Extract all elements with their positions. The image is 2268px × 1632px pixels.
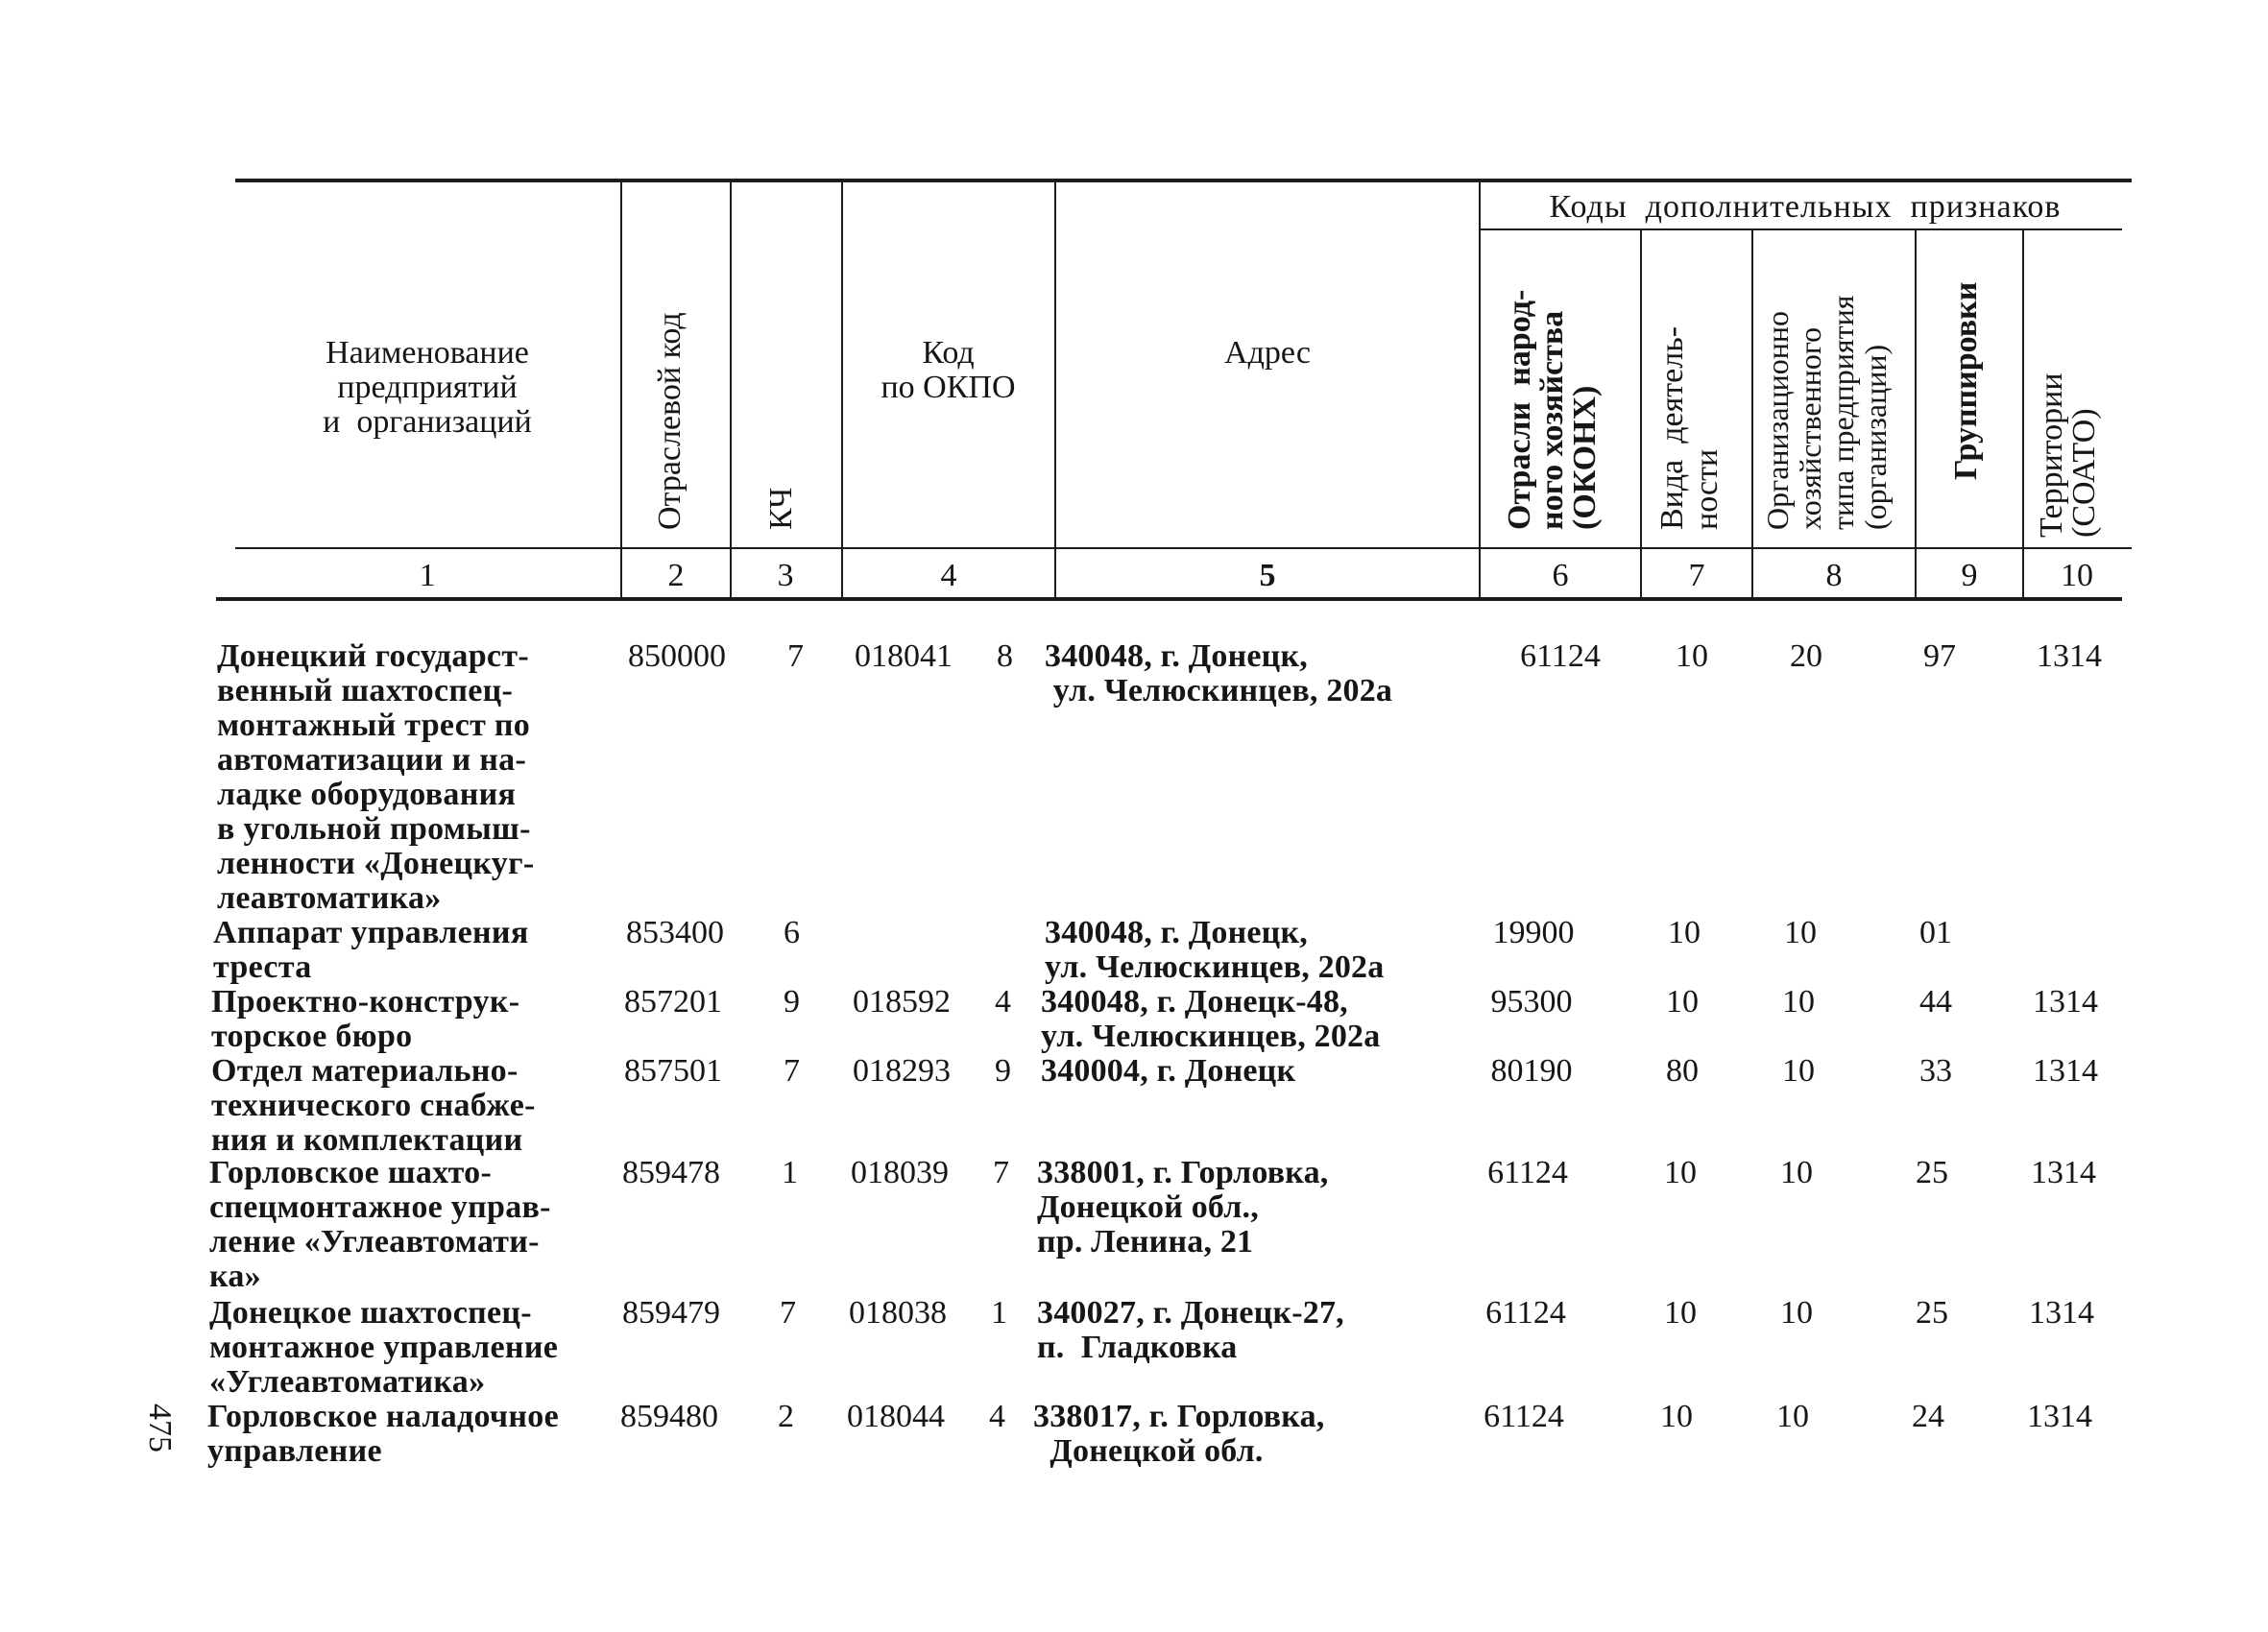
kch: 7: [787, 638, 804, 674]
header-col-divider: [1751, 230, 1753, 597]
soato-code: 1314: [2033, 1053, 2098, 1089]
okonh-code: 95300: [1490, 984, 1573, 1020]
column-number: 4: [940, 558, 957, 593]
okpo-check-digit: 1: [991, 1295, 1007, 1331]
okpo-code: 018044: [847, 1399, 945, 1434]
address: 340048, г. Донецк, ул. Челюскинцев, 202а: [1045, 915, 1385, 985]
kch: 1: [782, 1155, 798, 1190]
okonh-code: 19900: [1492, 915, 1575, 950]
column-number: 1: [419, 558, 436, 593]
kch: 7: [784, 1053, 800, 1089]
org-type-code: 10: [1776, 1399, 1809, 1434]
grouping-code: 97: [1923, 638, 1956, 674]
okonh-code: 61124: [1485, 1295, 1566, 1331]
group-rule: [1479, 228, 2122, 230]
activity-code: 10: [1664, 1295, 1697, 1331]
industry-code: 859479: [622, 1295, 720, 1331]
column-number: 7: [1688, 558, 1705, 593]
industry-code: 850000: [628, 638, 726, 674]
page-number: 475: [142, 1404, 178, 1452]
kch: 6: [784, 915, 800, 950]
okpo-check-digit: 4: [989, 1399, 1005, 1434]
column-number: 10: [2061, 558, 2093, 593]
grouping-code: 44: [1919, 984, 1952, 1020]
okonh-code: 80190: [1490, 1053, 1573, 1089]
header-activity: Вида деятель- ности: [1654, 325, 1725, 530]
header-okonh: Отрасли народ- ного хозяйства (ОКОНХ): [1502, 289, 1603, 530]
address: 340048, г. Донецк, ул. Челюскинцев, 202а: [1045, 638, 1393, 708]
activity-code: 10: [1666, 984, 1699, 1020]
industry-code: 853400: [626, 915, 724, 950]
soato-code: 1314: [2031, 1155, 2096, 1190]
org-name: Горловское наладочное управление: [207, 1399, 559, 1469]
grouping-code: 33: [1919, 1053, 1952, 1089]
header-bottom-rule: [235, 547, 2132, 549]
grouping-code: 01: [1919, 915, 1952, 950]
industry-code: 857201: [624, 984, 722, 1020]
org-type-code: 20: [1790, 638, 1822, 674]
header-soato: Территории (СОАТО): [2034, 372, 2102, 538]
header-col-divider: [841, 182, 843, 597]
column-number: 9: [1961, 558, 1978, 593]
activity-code: 10: [1676, 638, 1708, 674]
header-col-divider: [2022, 230, 2024, 597]
okonh-code: 61124: [1484, 1399, 1564, 1434]
kch: 9: [784, 984, 800, 1020]
kch: 7: [780, 1295, 796, 1331]
org-type-code: 10: [1784, 915, 1817, 950]
org-name: Горловское шахто- спецмонтажное управ- ление «Углеавтомати- ка»: [209, 1155, 551, 1294]
header-okpo: Код по ОКПО: [881, 335, 1016, 405]
org-name: Отдел материально- технического снабже- ния и комплектации: [211, 1053, 536, 1158]
activity-code: 10: [1660, 1399, 1693, 1434]
header-col-divider: [1479, 182, 1481, 597]
grouping-code: 25: [1916, 1295, 1948, 1331]
header-grouping: Группировки: [1948, 281, 1984, 480]
header-kch: КЧ: [763, 487, 799, 530]
org-type-code: 10: [1782, 984, 1815, 1020]
header-col-divider: [1054, 182, 1056, 597]
soato-code: 1314: [2033, 984, 2098, 1020]
header-number-rule: [216, 597, 2122, 601]
soato-code: 1314: [2037, 638, 2102, 674]
address: 338017, г. Горловка, Донецкой обл.: [1033, 1399, 1325, 1469]
industry-code: 859480: [620, 1399, 718, 1434]
header-name: Наименование предприятий и организаций: [323, 335, 532, 440]
header-address: Адрес: [1224, 335, 1311, 371]
org-name: Донецкий государст- венный шахтоспец- монтажный трест по автоматизации и на- ладке оборудования в угольной промыш- ленности «Донецкуг- леавтоматика»: [217, 638, 535, 916]
grouping-code: 24: [1912, 1399, 1944, 1434]
org-name: Проектно-конструк- торское бюро: [211, 984, 520, 1054]
address: 340027, г. Донецк-27, п. Гладковка: [1037, 1295, 1344, 1365]
okpo-check-digit: 7: [993, 1155, 1009, 1190]
org-type-code: 10: [1782, 1053, 1815, 1089]
org-name: Донецкое шахтоспец- монтажное управление «Углеавтоматика»: [209, 1295, 559, 1400]
column-number: 6: [1552, 558, 1569, 593]
header-col-divider: [1640, 230, 1642, 597]
column-number: 5: [1259, 558, 1276, 593]
activity-code: 10: [1668, 915, 1701, 950]
column-number: 8: [1825, 558, 1843, 593]
activity-code: 80: [1666, 1053, 1699, 1089]
okpo-code: 018038: [849, 1295, 947, 1331]
okpo-check-digit: 4: [995, 984, 1011, 1020]
okonh-code: 61124: [1487, 1155, 1568, 1190]
kch: 2: [778, 1399, 794, 1434]
header-top-rule: [235, 179, 2132, 182]
activity-code: 10: [1664, 1155, 1697, 1190]
okpo-code: 018041: [855, 638, 953, 674]
address: 338001, г. Горловка, Донецкой обл., пр. Ленина, 21: [1037, 1155, 1329, 1260]
grouping-code: 25: [1916, 1155, 1948, 1190]
address: 340004, г. Донецк: [1041, 1053, 1296, 1089]
org-type-code: 10: [1780, 1155, 1813, 1190]
org-name: Аппарат управления треста: [213, 915, 529, 985]
header-col-divider: [730, 182, 732, 597]
okpo-code: 018293: [853, 1053, 951, 1089]
column-number: 3: [777, 558, 794, 593]
okpo-check-digit: 9: [995, 1053, 1011, 1089]
okpo-code: 018592: [853, 984, 951, 1020]
header-org-type: Организационно хозяйственного типа предприятия (организации): [1760, 295, 1893, 530]
soato-code: 1314: [2029, 1295, 2094, 1331]
header-col-divider: [1915, 230, 1917, 597]
industry-code: 857501: [624, 1053, 722, 1089]
soato-code: 1314: [2027, 1399, 2092, 1434]
org-type-code: 10: [1780, 1295, 1813, 1331]
okpo-check-digit: 8: [997, 638, 1013, 674]
okpo-code: 018039: [851, 1155, 949, 1190]
header-col-divider: [620, 182, 622, 597]
header-additional-codes: Коды дополнительных признаков: [1549, 189, 2062, 225]
okonh-code: 61124: [1520, 638, 1601, 674]
header-industry-code: Отраслевой код: [652, 312, 688, 530]
address: 340048, г. Донецк-48, ул. Челюскинцев, 202а: [1041, 984, 1381, 1054]
column-number: 2: [667, 558, 685, 593]
industry-code: 859478: [622, 1155, 720, 1190]
